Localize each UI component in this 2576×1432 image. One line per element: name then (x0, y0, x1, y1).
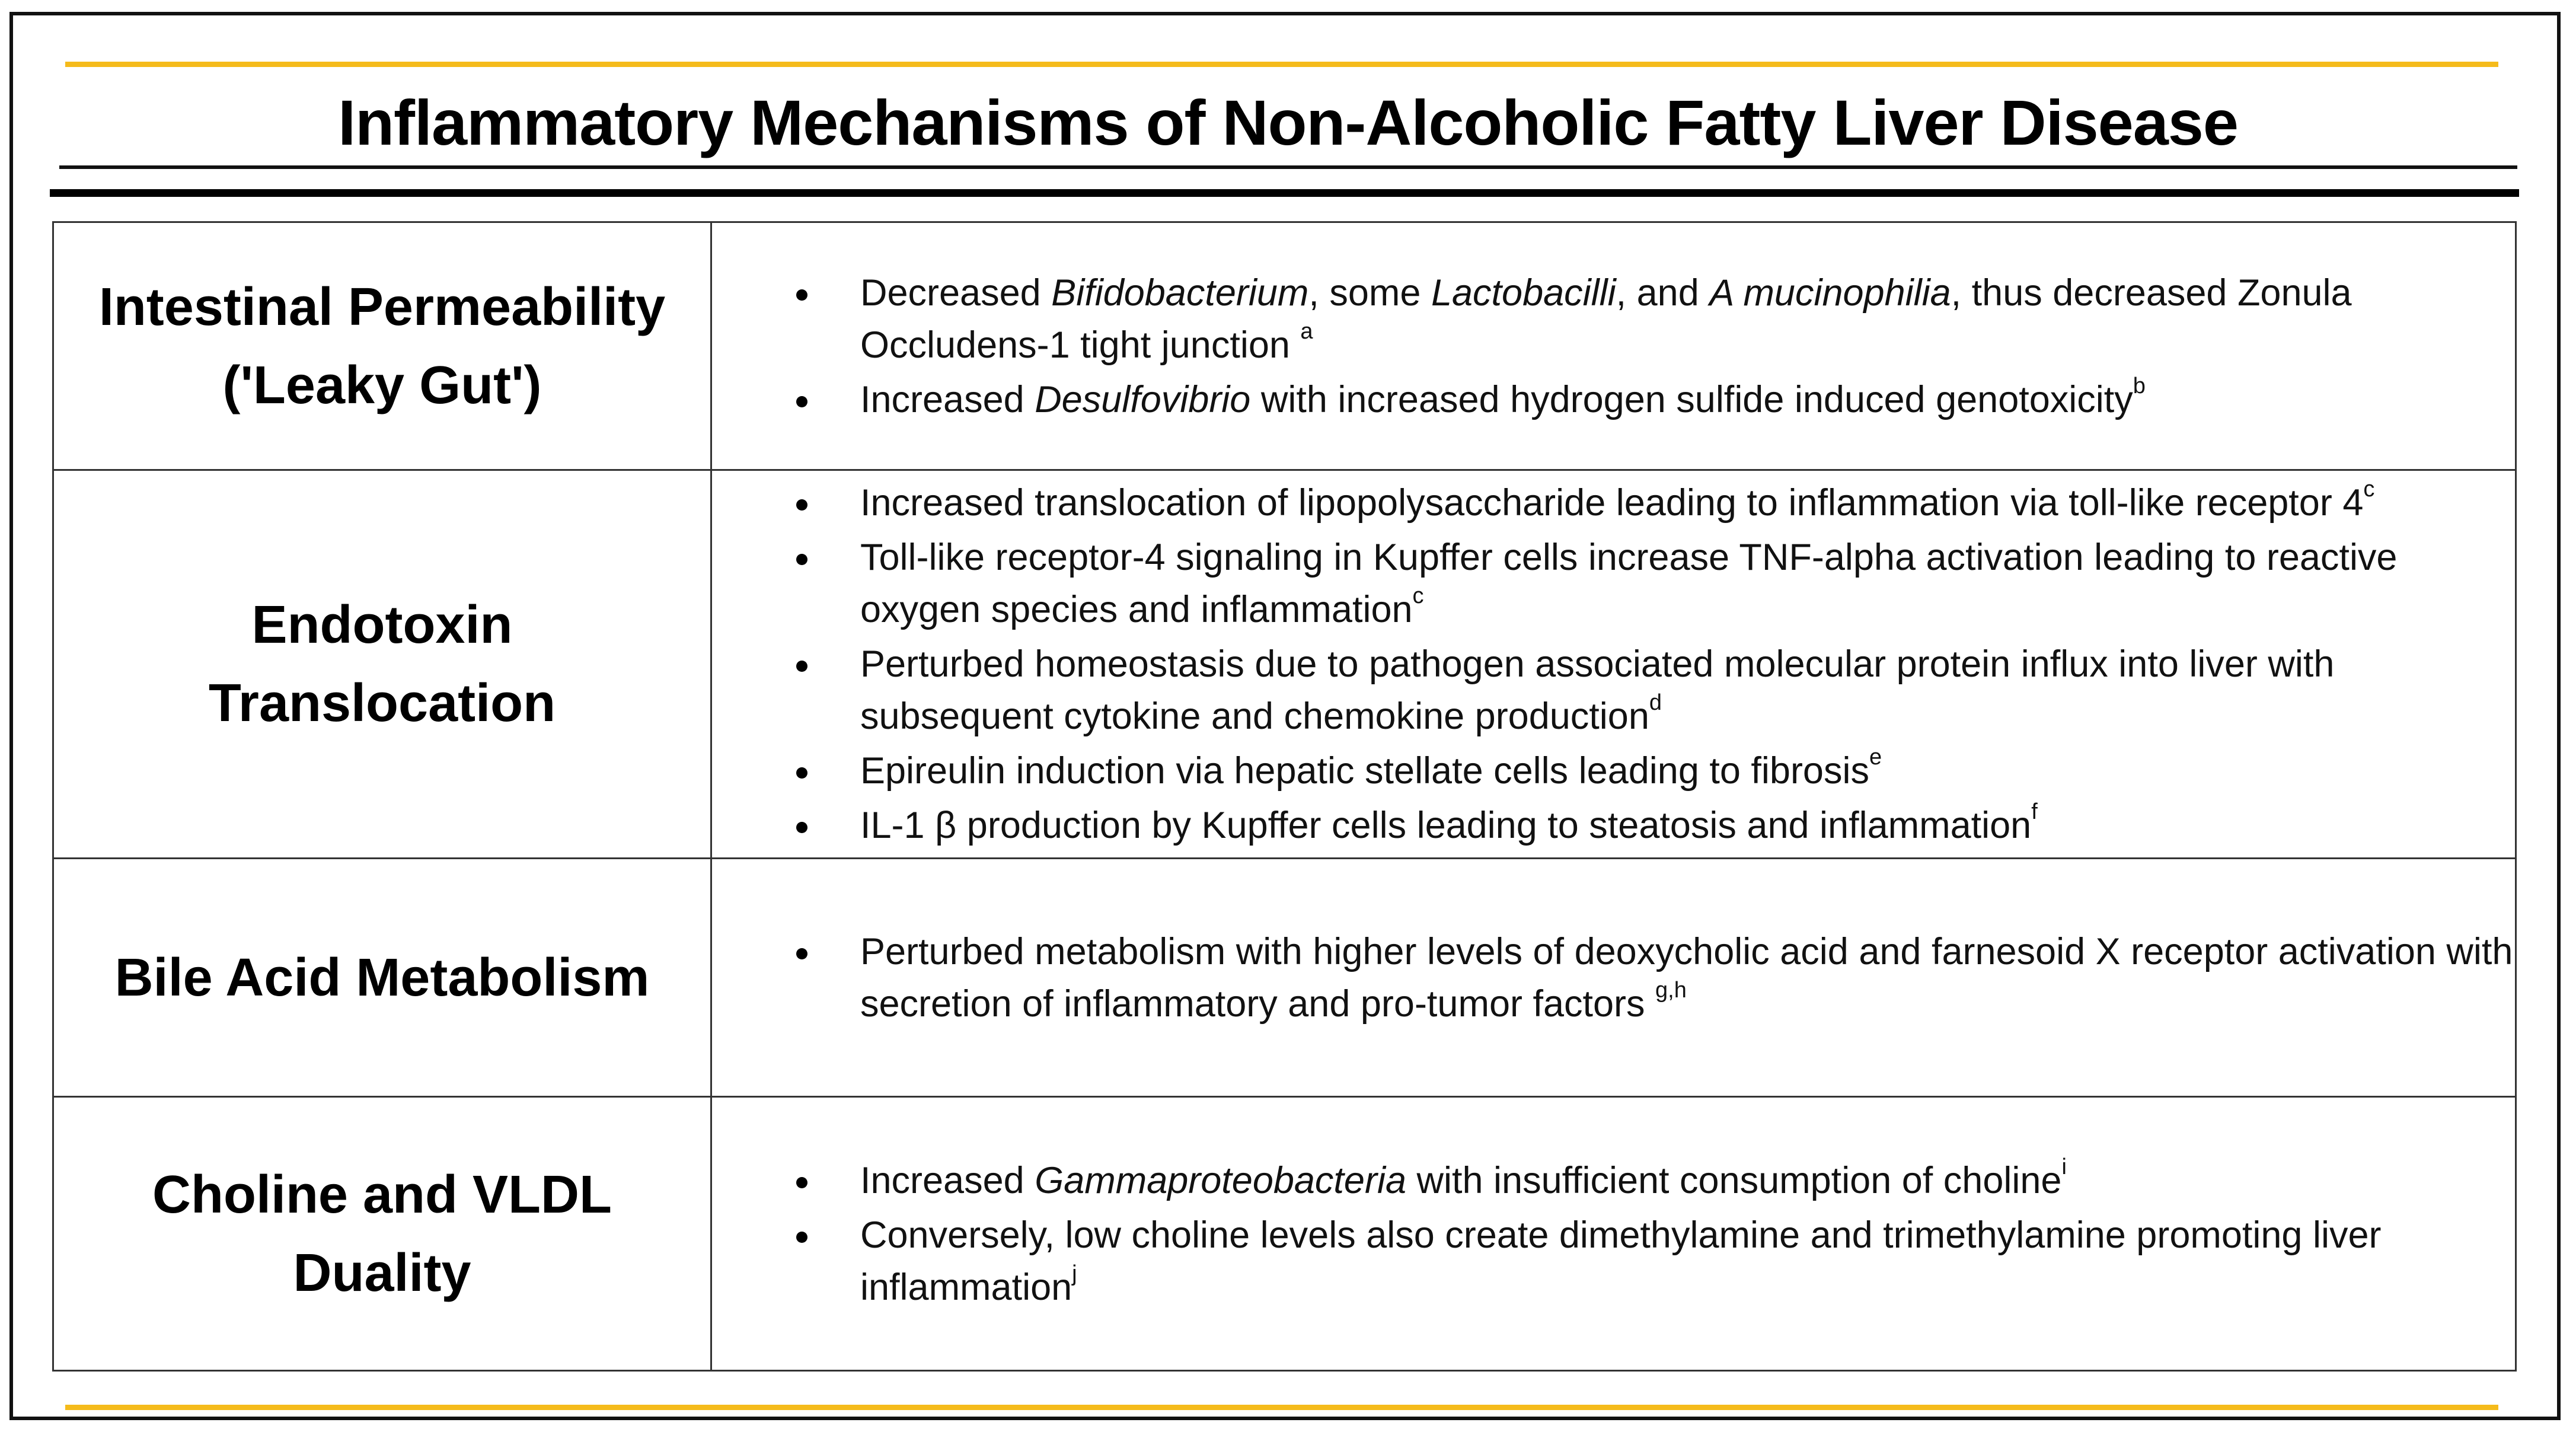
row-label-line: Translocation (208, 674, 556, 733)
bullet-list (712, 926, 2515, 1030)
list-item: Epireulin induction via hepatic stellate cells leading to fibrosis$^e$ (712, 745, 2515, 797)
list-item: Perturbed homeostasis due to pathogen associated molecular protein influx into liver with subsequent cytokine and chemokine production$^d$ (712, 638, 2515, 742)
citation-marker: g,h (1655, 977, 1687, 1003)
list-item: Perturbed metabolism with higher levels of deoxycholic acid and farnesoid X receptor activation with secretion of inflammatory and pro-tumor factors $^{g,h}$ (712, 926, 2515, 1030)
bullet-list (712, 1154, 2515, 1313)
title-underline (59, 165, 2517, 169)
table-row (53, 222, 2516, 470)
citation-marker: c (2363, 477, 2375, 502)
list-item: Increased translocation of lipopolysaccharide leading to inflammation via toll-like receptor 4$^c$ (712, 477, 2515, 529)
list-item: Increased Gammaproteobacteria with insufficient consumption of choline$^i$ (712, 1154, 2515, 1207)
citation-marker: c (1412, 583, 1424, 608)
table-row (53, 859, 2516, 1097)
table-row (53, 470, 2516, 859)
page-title: Inflammatory Mechanisms of Non-Alcoholic Fatty Liver Disease (338, 87, 2238, 158)
row-content (711, 222, 2516, 470)
row-label (53, 859, 711, 1097)
row-label-line: Bile Acid Metabolism (114, 948, 650, 1007)
row-content (711, 470, 2516, 859)
list-item: Conversely, low choline levels also create dimethylamine and trimethylamine promoting liver inflammation$^j$ (712, 1209, 2515, 1313)
bullet-list (712, 267, 2515, 426)
row-label-line: Endotoxin (251, 595, 513, 655)
citation-marker: j (1072, 1261, 1077, 1286)
row-label-line: Choline and VLDL (152, 1165, 612, 1224)
table-row (53, 1097, 2516, 1371)
list-item: Increased Desulfovibrio with increased hydrogen sulfide induced genotoxicity$^b$ (712, 374, 2515, 426)
mechanisms-table (52, 221, 2517, 1372)
row-label (53, 1097, 711, 1371)
citation-marker: a (1300, 318, 1313, 344)
row-label (53, 222, 711, 470)
row-label-line: Intestinal Permeability (98, 277, 666, 337)
top-gold-rule (65, 62, 2498, 67)
row-label (53, 470, 711, 859)
row-label-line: Duality (293, 1243, 471, 1303)
citation-marker: b (2133, 373, 2146, 398)
row-label-line: ('Leaky Gut') (222, 355, 542, 415)
header-divider (50, 189, 2519, 197)
citation-marker: d (1649, 690, 1662, 715)
list-item: Decreased Bifidobacterium, some Lactobacilli, and A mucinophilia, thus decreased Zonula Occludens-1 tight junction $^a$ (712, 267, 2515, 371)
citation-marker: e (1869, 745, 1882, 770)
citation-marker: i (2061, 1154, 2067, 1179)
list-item: Toll-like receptor-4 signaling in Kupffer cells increase TNF-alpha activation leading to reactive oxygen species and inflammation$^c$ (712, 531, 2515, 636)
row-content (711, 859, 2516, 1097)
list-item: IL-1 β production by Kupffer cells leading to steatosis and inflammation$^f$ (712, 799, 2515, 851)
bottom-gold-rule (65, 1405, 2498, 1410)
citation-marker: f (2031, 799, 2038, 824)
bullet-list (712, 477, 2515, 851)
row-content (711, 1097, 2516, 1371)
